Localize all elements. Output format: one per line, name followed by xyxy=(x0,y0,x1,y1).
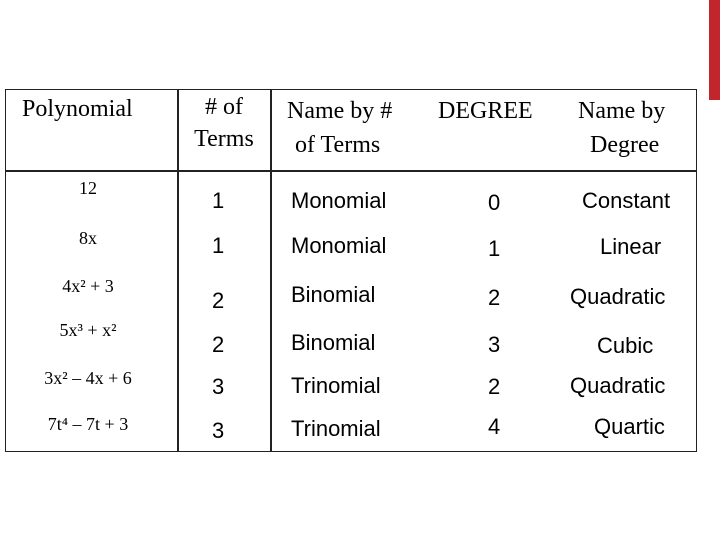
polynomial-cell: 5x³ + x² xyxy=(59,320,117,340)
name-by-terms-cell: Monomial xyxy=(291,188,387,213)
polynomial-cell: 8x xyxy=(79,228,97,248)
terms-count-cell: 3 xyxy=(212,418,225,443)
degree-cell: 4 xyxy=(488,414,501,439)
name-by-degree-cell: Linear xyxy=(600,234,662,259)
polynomial-cell: 4x² + 3 xyxy=(62,276,114,296)
accent-bar xyxy=(709,0,720,100)
name-by-degree-cell: Cubic xyxy=(597,333,654,358)
polynomial-cell: 3x² – 4x + 6 xyxy=(44,368,132,388)
name-by-terms-cell: Binomial xyxy=(291,330,376,355)
name-by-terms-cell: Monomial xyxy=(291,233,387,258)
polynomial-cell: 12 xyxy=(79,178,97,198)
header-name-by-terms-line1: Name by # xyxy=(287,98,393,124)
terms-count-cell: 2 xyxy=(212,332,225,357)
name-by-degree-cell: Quadratic xyxy=(570,284,666,309)
name-by-degree-cell: Constant xyxy=(582,188,671,213)
terms-count-cell: 1 xyxy=(212,233,225,258)
name-by-degree-cell: Quadratic xyxy=(570,373,666,398)
degree-cell: 1 xyxy=(488,236,501,261)
name-by-terms-cell: Binomial xyxy=(291,282,376,307)
name-by-terms-cell: Trinomial xyxy=(291,416,381,441)
terms-count-cell: 2 xyxy=(212,288,225,313)
header-polynomial: Polynomial xyxy=(22,96,133,122)
polynomial-cell: 7t⁴ – 7t + 3 xyxy=(47,414,129,434)
name-by-degree-cell: Quartic xyxy=(594,414,665,439)
header-terms-line1: # of xyxy=(205,94,243,120)
header-terms-line2: Terms xyxy=(194,126,254,152)
degree-cell: 2 xyxy=(488,285,501,310)
degree-cell: 0 xyxy=(488,190,501,215)
header-name-by-terms-line2: of Terms xyxy=(295,132,381,158)
header-divider xyxy=(5,170,697,172)
header-name-by-degree-line2: Degree xyxy=(590,132,660,158)
terms-count-cell: 3 xyxy=(212,374,225,399)
degree-cell: 2 xyxy=(488,374,501,399)
name-by-terms-cell: Trinomial xyxy=(291,373,381,398)
degree-cell: 3 xyxy=(488,332,501,357)
column-divider xyxy=(270,89,272,452)
terms-count-cell: 1 xyxy=(212,188,225,213)
header-name-by-degree-line1: Name by xyxy=(578,98,666,124)
header-degree: DEGREE xyxy=(438,98,533,124)
